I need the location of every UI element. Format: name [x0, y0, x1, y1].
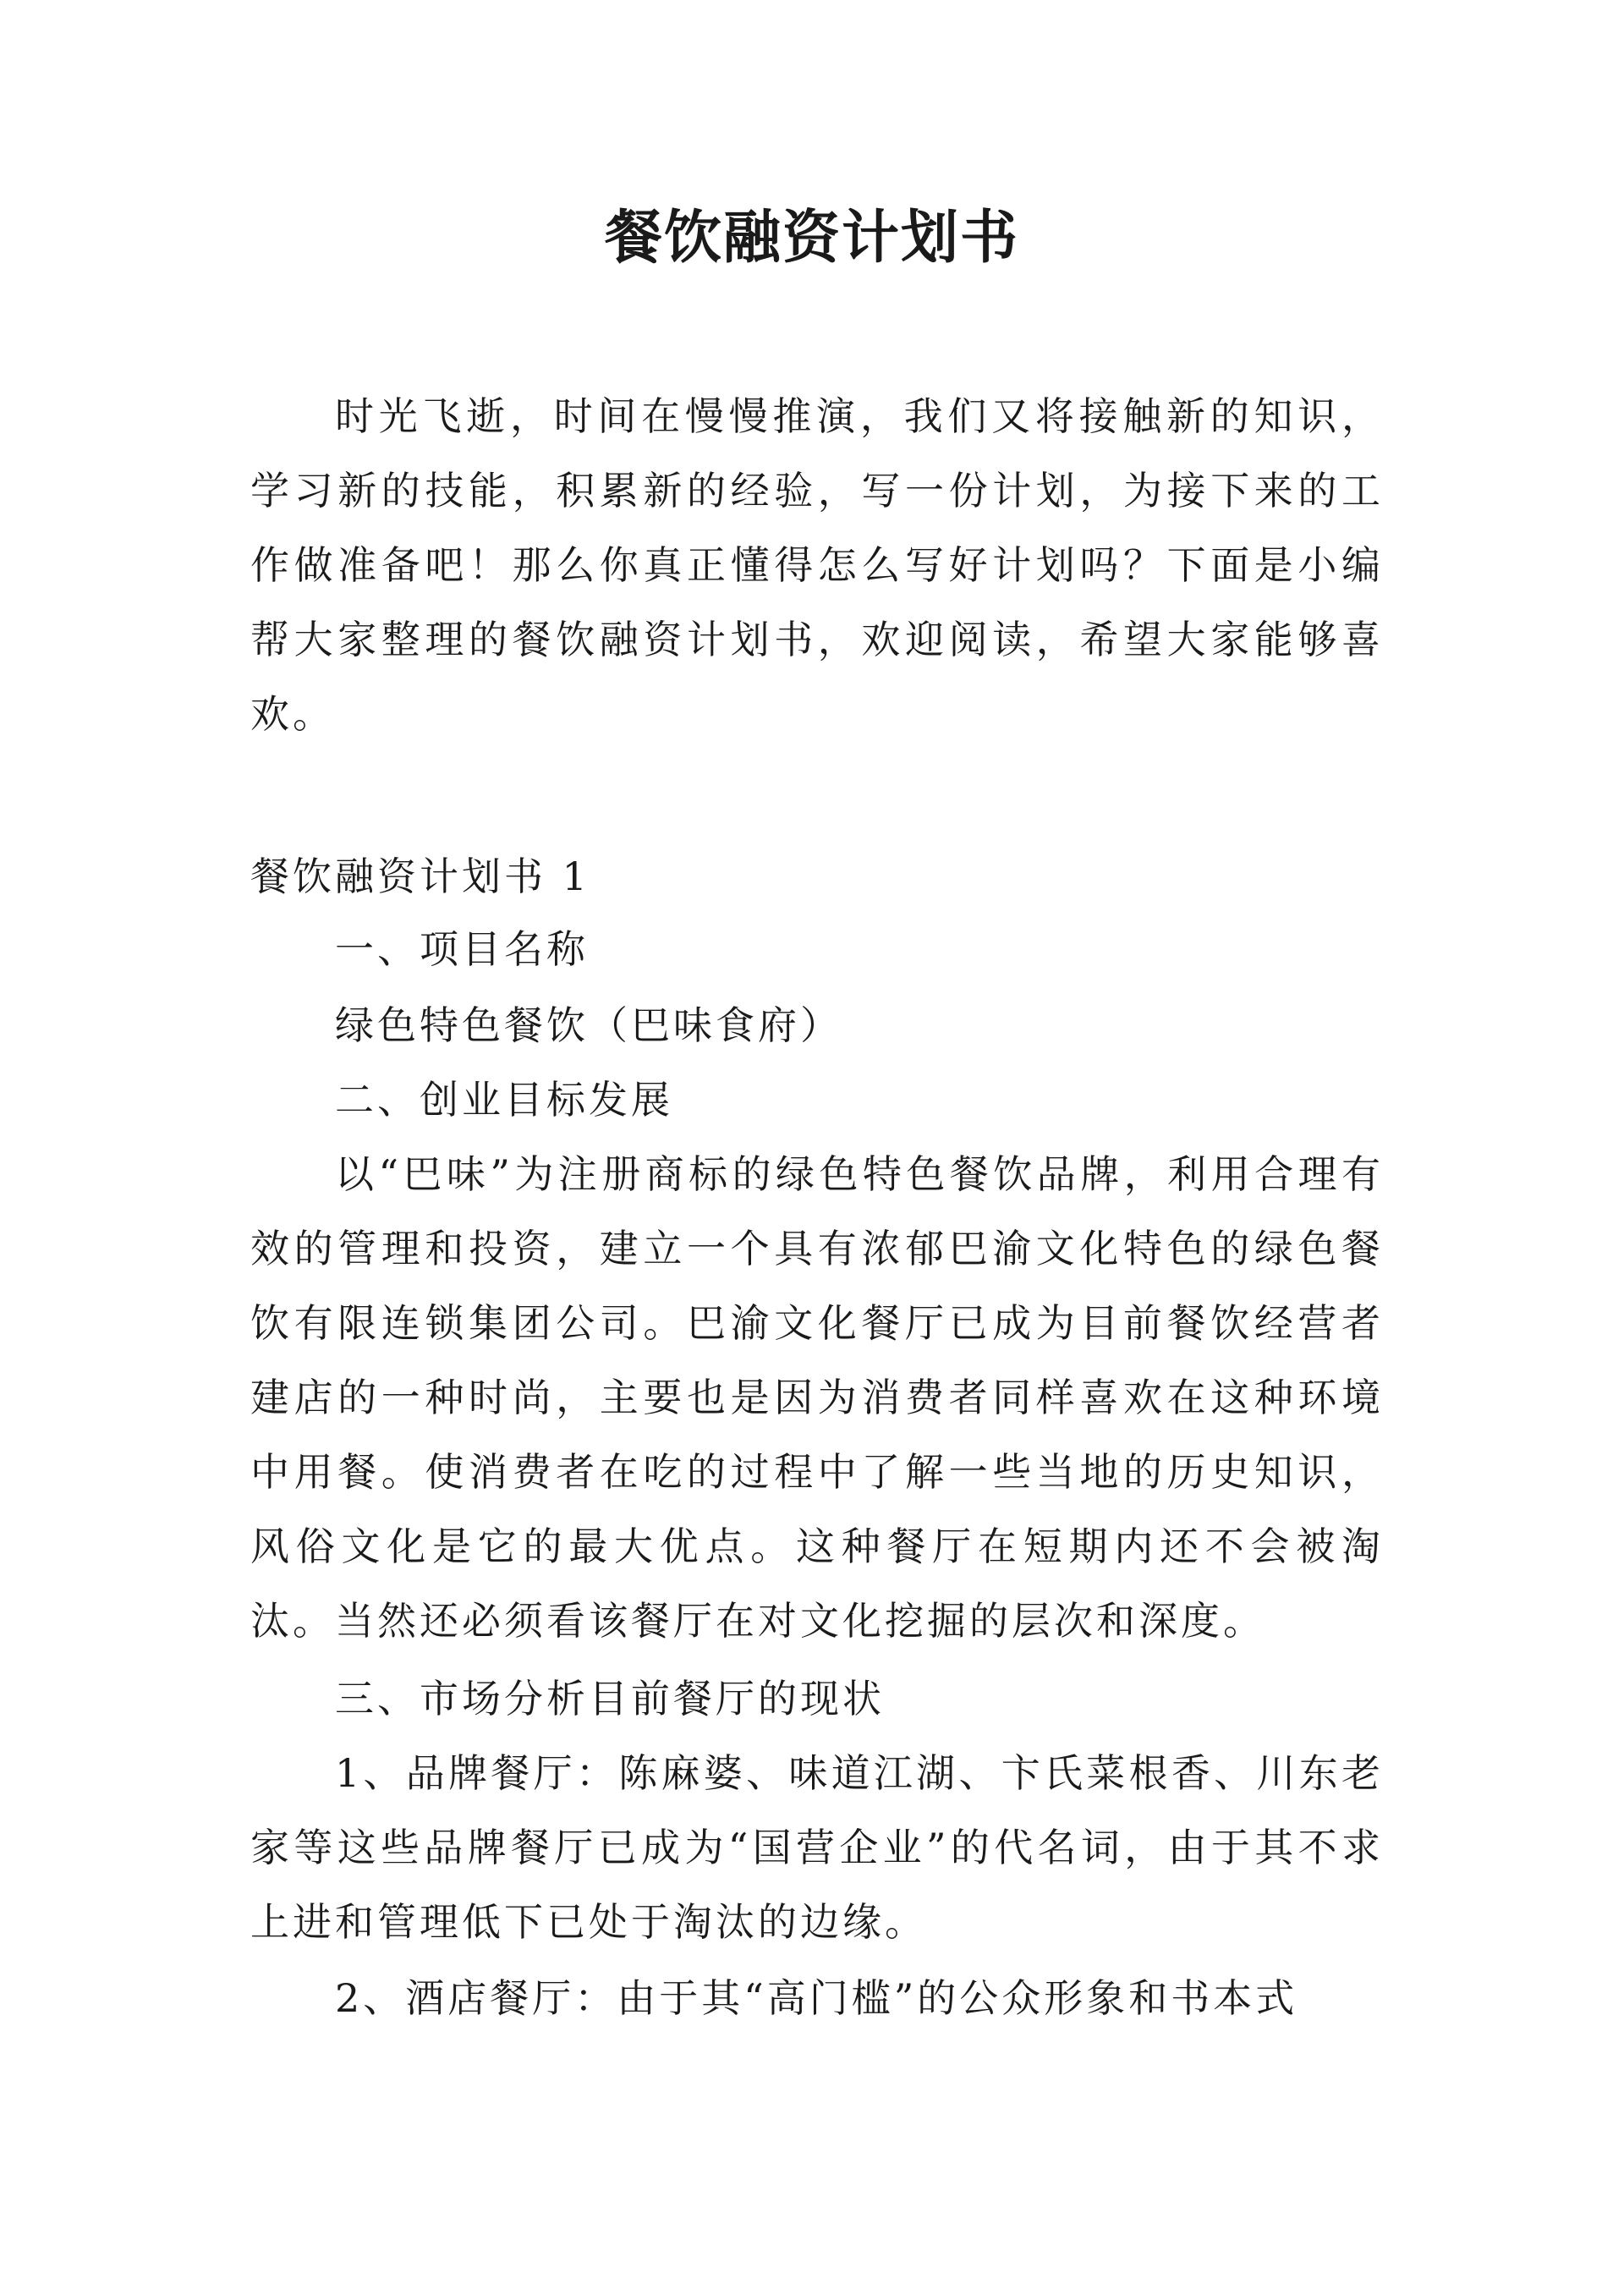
heading-business-goal: 二、创业目标发展 [335, 1077, 673, 1123]
heading-project-name: 一、项目名称 [335, 926, 589, 972]
project-name-text: 绿色特色餐饮（巴味食府） [335, 1002, 842, 1048]
goal-paragraph: 以“巴味”为注册商标的绿色特色餐饮品牌，利用合理有效的管理和投资，建立一个具有浓郁巴渝文化特色的绿色餐饮有限连锁集团公司。巴渝文化餐厅已成为目前餐饮经营者建店的一种时尚，主要也是因为消费者同样喜欢在这种环境中用餐。使消费者在吃的过程中了解一些当地的历史知识，风俗文化是它的最大优点。这种餐厅在短期内还不会被淘汰。当然还必须看该餐厅在对文化挖掘的层次和深度。 [250, 1151, 1384, 1644]
intro-paragraph: 时光飞逝，时间在慢慢推演，我们又将接触新的知识，学习新的技能，积累新的经验，写一份计划，为接下来的工作做准备吧！那么你真正懂得怎么写好计划吗？下面是小编帮大家整理的餐饮融资计划书，欢迎阅读，希望大家能够喜欢。 [250, 393, 1384, 737]
heading-market-analysis: 三、市场分析目前餐厅的现状 [335, 1676, 885, 1721]
brand-restaurant-paragraph: 1、品牌餐厅：陈麻婆、味道江湖、卞氏菜根香、川东老家等这些品牌餐厅已成为“国营企业”的代名词，由于其不求上进和管理低下已处于淘汰的边缘。 [250, 1750, 1384, 1945]
hotel-restaurant-paragraph: 2、酒店餐厅：由于其“高门槛”的公众形象和书本式 [335, 1975, 1298, 2021]
document-title: 餐饮融资计划书 [604, 205, 1019, 272]
section-title: 餐饮融资计划书 1 [250, 854, 590, 899]
